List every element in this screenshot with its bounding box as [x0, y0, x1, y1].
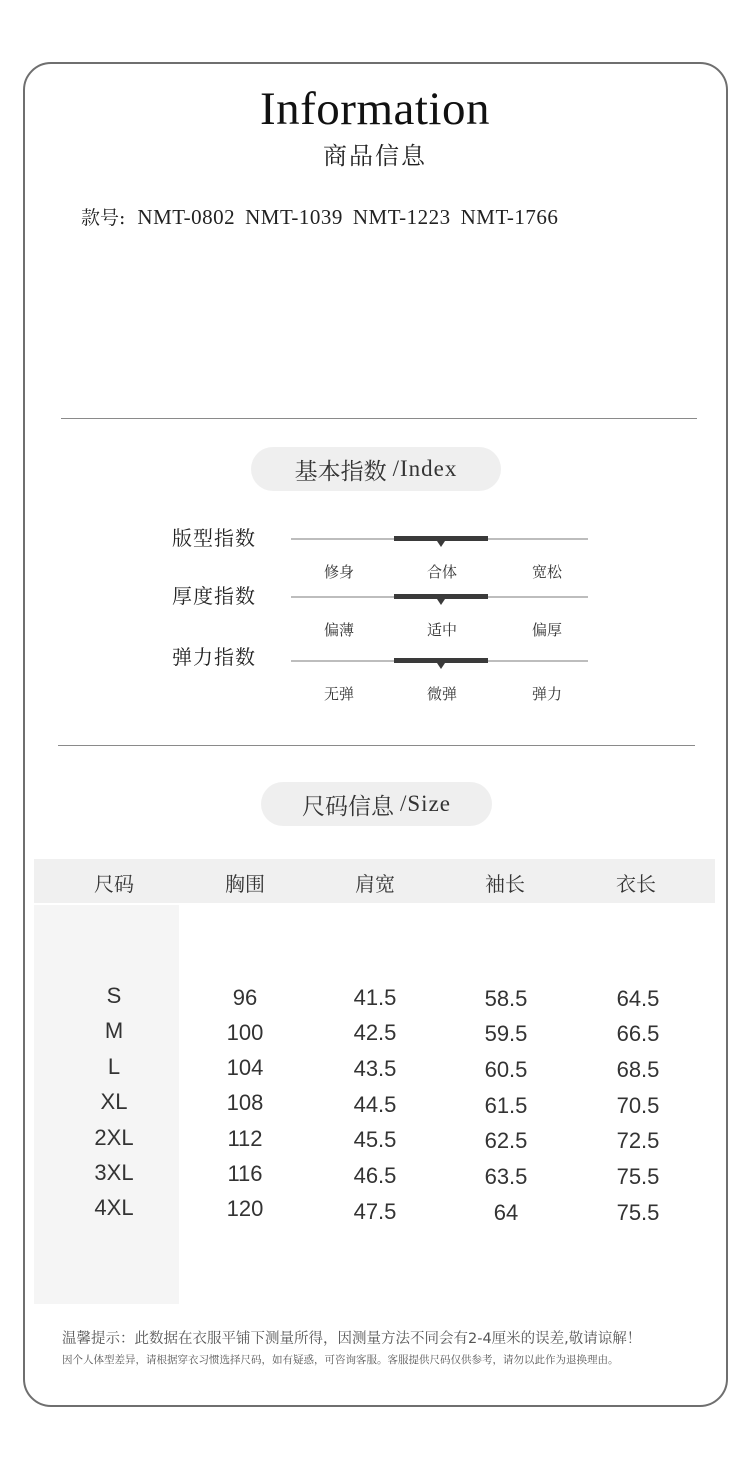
table-header-length: 衣长: [616, 872, 656, 896]
size-disclaimer: 因个人体型差异，请根据穿衣习惯选择尺码，如有疑惑，可咨询客服。客服提供尺码仅供参考，请勿以此作为退换理由。: [62, 1354, 619, 1366]
index-name: 版型指数: [172, 526, 256, 550]
index-pill-cn: 基本指数: [294, 458, 387, 485]
elasticity-index-row: [0, 644, 750, 704]
table-cell: 46.5: [353, 1163, 397, 1188]
index-section-pill: [251, 447, 501, 491]
table-cell: 72.5: [616, 1128, 660, 1153]
table-cell: 108: [226, 1090, 264, 1115]
table-cell: 58.5: [484, 986, 528, 1011]
table-cell: 112: [227, 1126, 263, 1151]
table-cell: S: [106, 983, 122, 1008]
index-option: 偏厚: [531, 621, 562, 639]
section-divider: [58, 745, 695, 746]
page-title: Information: [260, 83, 490, 135]
index-option-selected: 适中: [426, 621, 457, 639]
index-option-selected: 合体: [426, 563, 457, 581]
index-option-selected: 微弹: [426, 685, 457, 703]
index-pill-en: /Index: [392, 456, 458, 481]
table-cell: 64.5: [616, 986, 660, 1011]
table-cell: L: [107, 1054, 121, 1079]
index-option: 宽松: [531, 563, 562, 581]
table-cell: 47.5: [353, 1199, 397, 1224]
table-cell: 41.5: [353, 985, 397, 1010]
size-section-pill: [261, 782, 492, 826]
index-pointer-icon: [437, 541, 445, 547]
table-header-shoulder: 肩宽: [355, 872, 395, 896]
table-header-sleeve: 袖长: [485, 872, 525, 896]
table-cell: 62.5: [484, 1128, 528, 1153]
index-option: 修身: [323, 563, 354, 581]
table-cell: 104: [226, 1055, 264, 1080]
size-pill-en: /Size: [400, 791, 451, 816]
table-cell: 120: [226, 1196, 264, 1221]
table-header-size: 尺码: [94, 872, 134, 896]
index-pointer-icon: [437, 663, 445, 669]
table-cell: 43.5: [353, 1056, 397, 1081]
size-pill-cn: 尺码信息: [302, 793, 394, 820]
index-name: 厚度指数: [172, 584, 256, 608]
style-code: NMT-1223: [352, 205, 451, 229]
table-cell: 66.5: [616, 1021, 660, 1046]
table-cell: 64: [493, 1200, 519, 1225]
table-cell: 44.5: [353, 1092, 397, 1117]
table-cell: 75.5: [616, 1164, 660, 1189]
index-pointer-icon: [437, 599, 445, 605]
fit-index-row: [0, 522, 750, 582]
table-cell: 60.5: [484, 1057, 528, 1082]
style-number-label: 款号:: [81, 207, 126, 229]
table-cell: 63.5: [484, 1164, 528, 1189]
table-cell: 96: [232, 985, 258, 1010]
table-cell: 59.5: [484, 1021, 528, 1046]
index-name: 弹力指数: [172, 645, 256, 669]
table-cell: 100: [226, 1020, 264, 1045]
table-cell: 116: [227, 1161, 263, 1186]
index-option: 偏薄: [323, 621, 354, 639]
style-code: NMT-0802: [137, 205, 236, 229]
table-cell: 42.5: [353, 1020, 397, 1045]
table-cell: 70.5: [616, 1093, 660, 1118]
style-code: NMT-1766: [460, 205, 559, 229]
table-cell: 2XL: [94, 1125, 134, 1150]
style-code: NMT-1039: [245, 205, 343, 229]
table-cell: 68.5: [616, 1057, 660, 1082]
section-divider: [61, 418, 697, 419]
page-subtitle: 商品信息: [323, 142, 427, 170]
measurement-note: 温馨提示：此数据在衣服平铺下测量所得，因测量方法不同会有2-4厘米的误差,敬请谅解！: [62, 1331, 642, 1347]
thickness-index-row: [0, 580, 750, 640]
table-cell: 3XL: [94, 1160, 134, 1185]
table-cell: M: [104, 1018, 124, 1043]
style-number-line: [81, 203, 568, 230]
table-cell: 75.5: [616, 1200, 660, 1225]
table-cell: 45.5: [353, 1127, 397, 1152]
table-cell: 61.5: [484, 1093, 528, 1118]
index-option: 弹力: [531, 685, 562, 703]
table-header-chest: 胸围: [225, 872, 265, 896]
table-cell: XL: [100, 1089, 128, 1114]
table-cell: 4XL: [94, 1195, 134, 1220]
index-option: 无弹: [323, 685, 354, 703]
